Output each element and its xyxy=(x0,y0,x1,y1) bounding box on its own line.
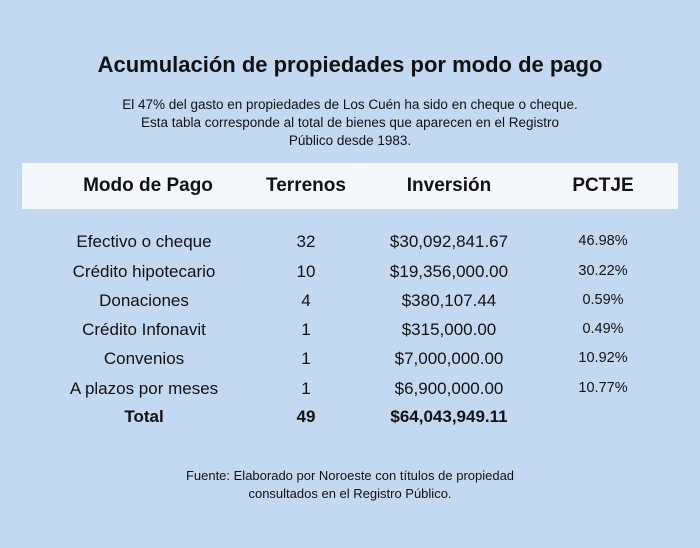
cell-terrenos: 1 xyxy=(301,379,311,398)
cell-modo-de-pago: Donaciones xyxy=(99,291,189,310)
cell-terrenos: 1 xyxy=(301,320,311,339)
cell-modo-de-pago: Convenios xyxy=(103,349,185,368)
cell-terrenos: 32 xyxy=(296,232,316,251)
cell-inversion: $19,356,000.00 xyxy=(389,262,509,281)
cell-pctje: 30.22% xyxy=(578,263,628,279)
cell-modo-de-pago: Efectivo o cheque xyxy=(76,232,212,251)
cell-terrenos: 10 xyxy=(296,262,316,281)
cell-modo-de-pago: Crédito Infonavit xyxy=(82,320,206,339)
cell-inversion: $7,000,000.00 xyxy=(394,349,504,368)
cell-terrenos: 1 xyxy=(301,349,311,368)
column-header-pctje: PCTJE xyxy=(572,175,634,196)
cell-pctje: 10.77% xyxy=(578,380,628,396)
cell-inversion: $30,092,841.67 xyxy=(389,232,509,251)
cell-modo-de-pago: A plazos por meses xyxy=(69,379,219,398)
chart-subtitle: El 47% del gasto en propiedades de Los Cuén ha sido en cheque o cheque. Esta tabla corresponde al total de bienes que aparecen en el Registro Público desde 1983. xyxy=(122,97,578,148)
column-header-modo-de-pago: Modo de Pago xyxy=(83,175,213,196)
cell-pctje: 46.98% xyxy=(578,233,628,249)
total-cell-modo-de-pago: Total xyxy=(124,407,164,426)
cell-pctje: 10.92% xyxy=(578,350,628,366)
total-cell-inversion: $64,043,949.11 xyxy=(390,407,508,426)
total-cell-terrenos: 49 xyxy=(296,407,316,426)
cell-pctje: 0.49% xyxy=(582,321,624,337)
column-header-terrenos: Terrenos xyxy=(266,175,346,196)
cell-pctje: 0.59% xyxy=(582,292,624,308)
source-note: Fuente: Elaborado por Noroeste con títulos de propiedad consultados en el Registro Público. xyxy=(185,468,515,501)
cell-inversion: $315,000.00 xyxy=(401,320,497,339)
cell-inversion: $380,107.44 xyxy=(401,291,497,310)
column-header-inversion: Inversión xyxy=(406,175,492,196)
chart-title: Acumulación de propiedades por modo de pago xyxy=(97,52,603,77)
cell-inversion: $6,900,000.00 xyxy=(394,379,504,398)
cell-modo-de-pago: Crédito hipotecario xyxy=(72,262,216,281)
cell-terrenos: 4 xyxy=(301,291,311,310)
